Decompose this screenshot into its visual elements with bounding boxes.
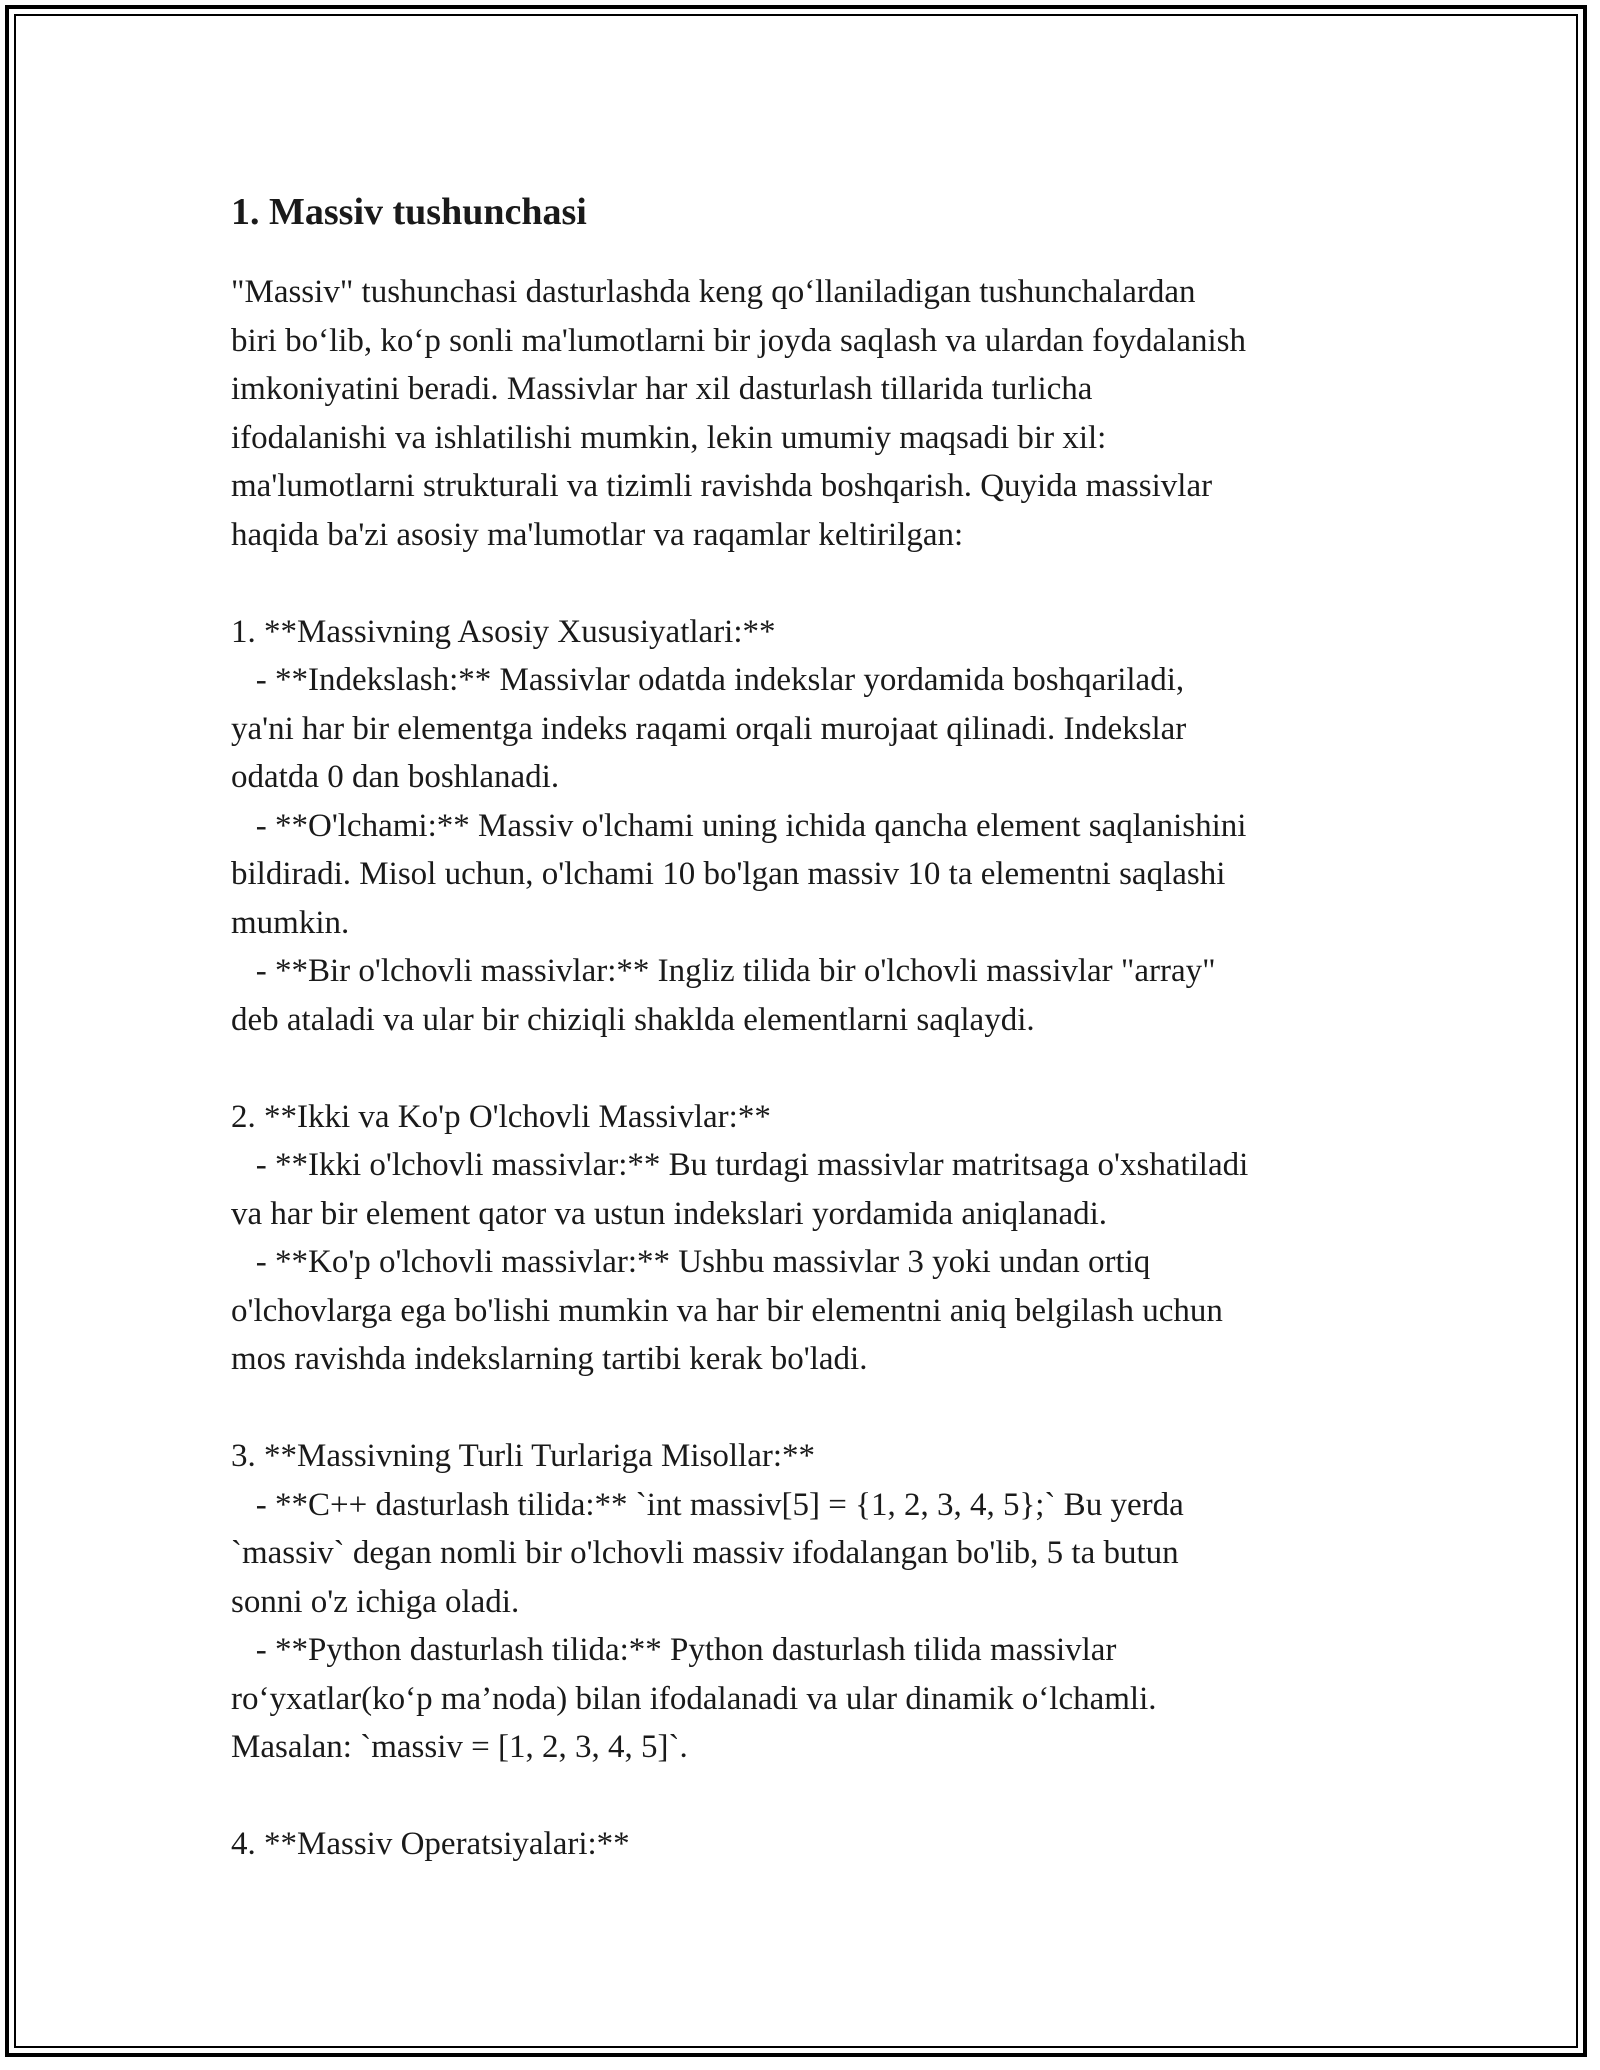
text-line: - **Ikki o'lchovli massivlar:** Bu turdagi massivlar matritsaga o'xshatiladi xyxy=(231,1147,1249,1183)
text-line: 3. **Massivning Turli Turlariga Misollar:** xyxy=(231,1438,815,1474)
text-line: deb ataladi va ular bir chiziqli shakldа elementlarni saqlaydi. xyxy=(231,1001,1035,1038)
text-line: Masalan: `massiv = [1, 2, 3, 4, 5]`. xyxy=(231,1729,688,1765)
text-line: - **Ko'p o'lchovli massivlar:** Ushbu massivlar 3 yoki undan ortiq xyxy=(231,1244,1151,1280)
text-line: - **O'lchami:** Massiv o'lchami uning ichida qancha element saqlanishini xyxy=(231,807,1247,844)
text-line: ya'ni har bir elementga indeks raqami orqali murojaat qilinadi. Indekslar xyxy=(231,710,1187,747)
text-line: o'lchovlarga ega bo'lishi mumkin va har bir elementni aniq belgilash uchun xyxy=(231,1292,1223,1329)
text-line: odatda 0 dan boshlanadi. xyxy=(231,759,560,795)
blank-line xyxy=(231,1384,1371,1433)
text-line: va har bir element qator va ustun indekslari yordamida aniqlanadi. xyxy=(231,1195,1108,1232)
blank-line xyxy=(231,1044,1371,1093)
text-line: - **Python dasturlash tilida:** Python dasturlash tilida massivlar xyxy=(231,1632,1117,1668)
text-line: 1. **Massivning Asosiy Xususiyatlari:** xyxy=(231,613,776,650)
text-line: ifodalanishi va ishlatilishi mumkin, lekin umumiy maqsadi bir xil: xyxy=(231,419,1107,456)
text-line: - **Indekslash:** Massivlar odatda indekslar yordamida boshqariladi, xyxy=(231,662,1185,698)
text-line: mumkin. xyxy=(231,904,350,941)
text-line: ro‘yxatlar(ko‘p ma’noda) bilan ifodalanadi va ular dinamik o‘lchamli. xyxy=(231,1680,1157,1717)
document-body xyxy=(231,184,1371,1869)
text-line: ma'lumotlarni strukturali va tizimli ravishda boshqarish. Quyida massivlar xyxy=(231,468,1213,504)
text-line: "Massiv" tushunchasi dasturlashda keng qo‘llaniladigan tushunchalardan xyxy=(231,274,1196,310)
text-lines xyxy=(231,268,1371,1869)
blank-line xyxy=(231,559,1371,608)
text-line: 4. **Massiv Operatsiyalari:** xyxy=(231,1826,630,1862)
text-line: bildiradi. Misol uchun, o'lchami 10 bo'lgan massiv 10 ta elementni saqlashi xyxy=(231,856,1226,892)
text-line: sonni o'z ichiga oladi. xyxy=(231,1583,520,1620)
text-line: imkoniyatini beradi. Massivlar har xil dasturlash tillarida turlicha xyxy=(231,371,1093,407)
text-line: `massiv` degan nomli bir o'lchovli massiv ifodalangan bo'lib, 5 ta butun xyxy=(231,1535,1179,1571)
text-line: 2. **Ikki va Ko'p O'lchovli Massivlar:** xyxy=(231,1098,771,1135)
text-line: - **C++ dasturlash tilida:** `int massiv[5] = {1, 2, 3, 4, 5};` Bu yerda xyxy=(231,1486,1184,1523)
text-line: biri bo‘lib, ko‘p sonli ma'lumotlarni bir joyda saqlash va ulardan foydalanish xyxy=(231,322,1246,359)
section-heading: 1. Massiv tushunchasi xyxy=(231,191,587,233)
text-line: - **Bir o'lchovli massivlar:** Ingliz tilida bir o'lchovli massivlar "array" xyxy=(231,953,1216,989)
text-line: mos ravishda indekslarning tartibi kerak bo'ladi. xyxy=(231,1341,868,1377)
text-line: haqida ba'zi asosiy ma'lumotlar va raqamlar keltirilgan: xyxy=(231,516,964,553)
blank-line xyxy=(231,1772,1371,1821)
